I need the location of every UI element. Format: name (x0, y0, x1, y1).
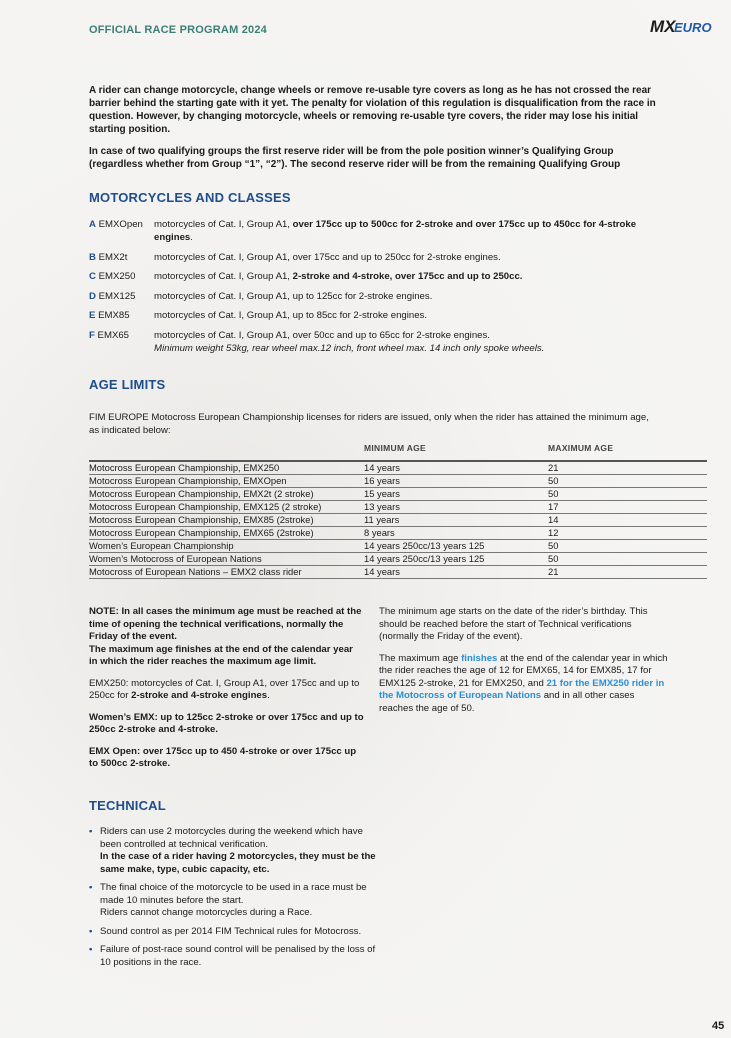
maximum-age-cell: 21 (548, 566, 707, 579)
class-description: motorcycles of Cat. I, Group A1, over 175cc and up to 250cc for 2-stroke engines. (154, 252, 501, 263)
class-code: D EMX125 (89, 291, 136, 302)
class-row (89, 252, 669, 265)
notes-right-column (379, 606, 669, 724)
class-cell: Motocross European Championship, EMX250 (89, 461, 364, 475)
header-title: OFFICIAL RACE PROGRAM 2024 (89, 24, 267, 36)
maximum-age-cell: 50 (548, 488, 707, 501)
minimum-age-cell: 14 years (364, 461, 548, 475)
class-description: motorcycles of Cat. I, Group A1, up to 125cc for 2-stroke engines. (154, 291, 433, 302)
class-description: motorcycles of Cat. I, Group A1, 2-stroke and 4-stroke, over 175cc and up to 250cc. (154, 271, 523, 282)
class-description: motorcycles of Cat. I, Group A1, over 175cc up to 500cc for 2-stroke and over 175cc up to 450cc for 4-stroke engines. (154, 219, 637, 243)
class-row (89, 271, 669, 284)
note-emx-open: EMX Open: over 175cc up to 450 4-stroke or over 175cc up to 500cc 2-stroke. (89, 745, 357, 769)
minimum-age-cell: 8 years (364, 527, 548, 540)
maximum-age-cell: 50 (548, 553, 707, 566)
class-cell: Motocross European Championship, EMX125 (2 stroke) (89, 501, 364, 514)
maximum-age-cell: 14 (548, 514, 707, 527)
table-row (89, 475, 707, 488)
table-row (89, 501, 707, 514)
technical-item: • Riders can use 2 motorcycles during the weekend which have been controlled at technical verification. In the case of a rider having 2 motorcycles, they must be the same make, type, cubic capacity, etc. (89, 826, 376, 875)
class-cell: Women’s European Championship (89, 540, 364, 553)
classes-heading: MOTORCYCLES AND CLASSES (89, 190, 291, 205)
page-number: 45 (712, 1020, 725, 1032)
minimum-age-cell: 14 years 250cc/13 years 125 (364, 553, 548, 566)
class-row (89, 291, 669, 304)
maximum-age-cell: 17 (548, 501, 707, 514)
class-code: E EMX85 (89, 310, 130, 321)
class-cell: Motocross European Championship, EMX65 (2stroke) (89, 527, 364, 540)
table-row (89, 540, 707, 553)
table-row (89, 566, 707, 579)
technical-item: • The final choice of the motorcycle to be used in a race must be made 10 minutes before the start. Riders cannot change motorcycles during a Race. (89, 882, 367, 918)
class-row (89, 219, 669, 244)
table-row (89, 553, 707, 566)
class-row (89, 330, 669, 355)
minimum-age-cell: 14 years 250cc/13 years 125 (364, 540, 548, 553)
notes-left-column (89, 606, 364, 780)
technical-item: • Sound control as per 2014 FIM Technical rules for Motocross. (89, 925, 362, 937)
age-limits-heading: AGE LIMITS (89, 377, 166, 392)
class-code: A EMXOpen (89, 219, 143, 230)
note-minimum-age-birthday: The minimum age starts on the date of the rider’s birthday. This should be reached before the start of Technical verifications (normally the Friday of the event). (379, 606, 648, 642)
note-women-emx: Women’s EMX: up to 125cc 2-stroke or over 175cc and up to 250cc 2-stroke and 4-stroke. (89, 711, 364, 735)
class-cell: Women’s Motocross of European Nations (89, 553, 364, 566)
maximum-age-cell: 50 (548, 540, 707, 553)
minimum-age-header: MINIMUM AGE (364, 443, 427, 453)
minimum-age-cell: 15 years (364, 488, 548, 501)
table-row (89, 488, 707, 501)
maximum-age-cell: 21 (548, 461, 707, 475)
class-cell: Motocross European Championship, EMX2t (2 stroke) (89, 488, 364, 501)
class-code: F EMX65 (89, 330, 130, 341)
class-row (89, 310, 669, 323)
technical-list (89, 826, 379, 975)
minimum-age-cell: 16 years (364, 475, 548, 488)
maximum-age-header: MAXIMUM AGE (548, 443, 614, 453)
class-description: motorcycles of Cat. I, Group A1, over 50cc and up to 65cc for 2-stroke engines. Minimum weight 53kg, rear wheel max.12 inch, front wheel max. 14 inch only spoke wheels. (154, 330, 545, 354)
minimum-age-cell: 11 years (364, 514, 548, 527)
age-limits-intro: FIM EUROPE Motocross European Championship licenses for riders are issued, only when the rider has attained the minimum age, as indicated below: (89, 412, 649, 436)
class-code: B EMX2t (89, 252, 128, 263)
note-maximum-age: The maximum age finishes at the end of the calendar year in which the rider reaches the age of 12 for EMX65, 14 for EMX85, 17 for EMX125 2-stroke, 21 for EMX250, and 21 for the EMX250 rider in the Motocross of European Nations and in all other cases reaches the age of 50. (379, 652, 668, 714)
class-description: motorcycles of Cat. I, Group A1, up to 85cc for 2-stroke engines. (154, 310, 428, 321)
table-row (89, 514, 707, 527)
class-cell: Motocross of European Nations – EMX2 class rider (89, 566, 364, 579)
minimum-age-cell: 14 years (364, 566, 548, 579)
svg-text:EURO: EURO (674, 20, 712, 35)
svg-text:MX: MX (650, 17, 676, 36)
class-cell: Motocross European Championship, EMX85 (2stroke) (89, 514, 364, 527)
class-cell: Motocross European Championship, EMXOpen (89, 475, 364, 488)
intro-paragraph-2: In case of two qualifying groups the first reserve rider will be from the pole position winner’s Qualifying Group (regardless whether from Group “1”, “2”). The second reserve rider will be from the remaining Qualifying Group (89, 146, 621, 170)
note-minimum-age: NOTE: In all cases the minimum age must be reached at the time of opening the technical verifications, normally the Friday of the event. The maximum age finishes at the end of the calendar year in which the rider reaches the maximum age limit. (89, 606, 362, 667)
technical-heading: TECHNICAL (89, 798, 166, 813)
technical-item: • Failure of post-race sound control will be penalised by the loss of 10 positions in the race. (89, 944, 376, 968)
class-code: C EMX250 (89, 271, 136, 282)
maximum-age-cell: 50 (548, 475, 707, 488)
table-row (89, 461, 707, 475)
age-limits-table (89, 460, 707, 579)
note-emx250: EMX250: motorcycles of Cat. I, Group A1, over 175cc and up to 250cc for 2-stroke and 4-stroke engines. (89, 677, 360, 701)
minimum-age-cell: 13 years (364, 501, 548, 514)
intro-paragraph-1: A rider can change motorcycle, change wheels or remove re-usable tyre covers as long as he has not crossed the rear barrier behind the starting gate with it yet. The penalty for violation of this regulation is disqualification from the race in question. However, by changing motorcycle, wheels or removing re-usable tyre covers, the rider may lose his initial starting position. (89, 85, 656, 135)
table-row (89, 527, 707, 540)
maximum-age-cell: 12 (548, 527, 707, 540)
mxeuro-logo (650, 16, 712, 36)
